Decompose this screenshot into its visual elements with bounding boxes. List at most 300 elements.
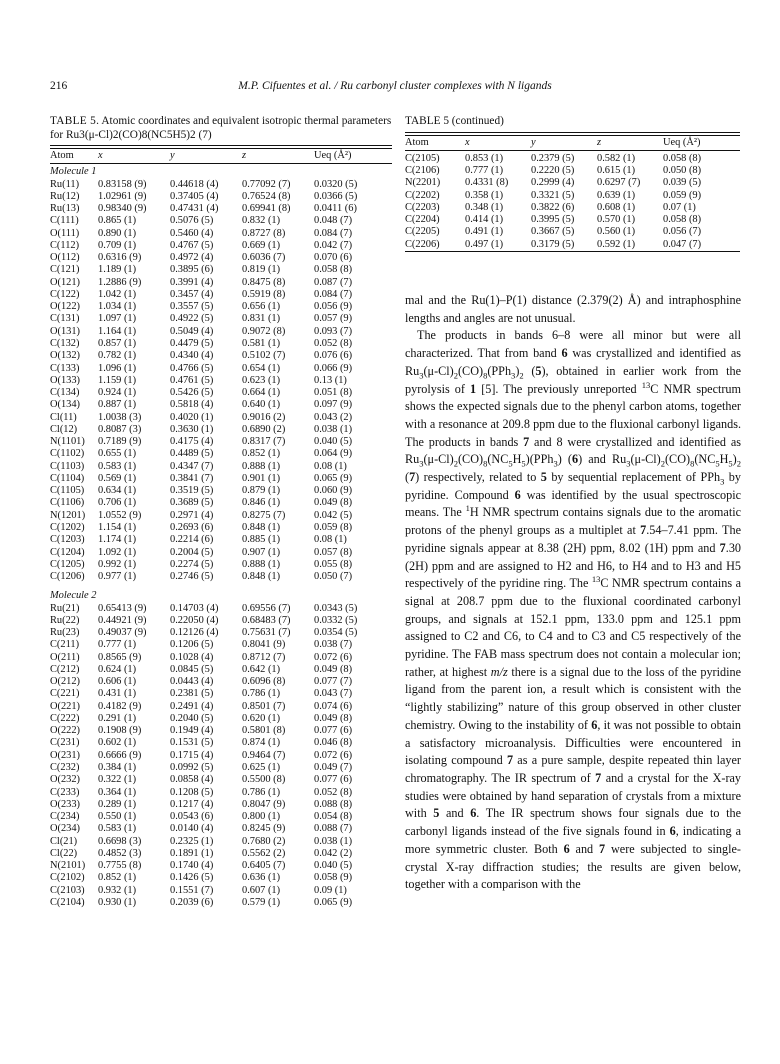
table-cell: C(2102) xyxy=(50,872,85,884)
table-cell: 0.68483 (7) xyxy=(242,614,291,626)
table-cell: 0.060 (9) xyxy=(314,485,353,497)
table-cell: 0.570 (1) xyxy=(597,214,636,226)
table-cell: 0.3321 (5) xyxy=(531,189,575,201)
table-cell: 0.65413 (9) xyxy=(98,602,147,614)
table-cell: Cl(11) xyxy=(50,411,77,423)
table-cell: 0.097 (9) xyxy=(314,399,353,411)
table-cell: C(2206) xyxy=(405,238,440,250)
table-cell: 0.07 (1) xyxy=(663,201,696,213)
table-cell: 0.058 (8) xyxy=(314,264,353,276)
table-cell: 0.5049 (4) xyxy=(170,325,214,337)
molecule-heading-row xyxy=(50,166,392,178)
table-continued-bottom-rule xyxy=(405,251,740,252)
table-cell: O(234) xyxy=(50,823,81,835)
table-cell: O(133) xyxy=(50,374,81,386)
table-cell: Ru(21) xyxy=(50,602,80,614)
table-cell: Cl(21) xyxy=(50,835,78,847)
table-cell: Ru(23) xyxy=(50,627,80,639)
table-cell: 0.581 (1) xyxy=(242,337,281,349)
column-header: y xyxy=(170,150,175,161)
table-row xyxy=(50,737,392,749)
table-cell: 0.3630 (1) xyxy=(170,423,214,435)
table-cell: 0.852 (1) xyxy=(98,872,137,884)
table-cell: 0.072 (6) xyxy=(314,749,353,761)
table-cell: 0.0354 (5) xyxy=(314,627,358,639)
table-cell: 0.831 (1) xyxy=(242,313,281,325)
table-cell: 0.040 (5) xyxy=(314,436,353,448)
table-cell: 0.625 (1) xyxy=(242,762,281,774)
table-cell: 0.052 (8) xyxy=(314,786,353,798)
table-cell: 0.4020 (1) xyxy=(170,411,214,423)
table-cell: C(2103) xyxy=(50,884,85,896)
table-cell: 0.077 (6) xyxy=(314,725,353,737)
table-cell: 1.097 (1) xyxy=(98,313,137,325)
table-cell: C(131) xyxy=(50,313,80,325)
running-title: M.P. Cifuentes et al. / Ru carbonyl cluster complexes with N ligands xyxy=(238,80,552,92)
table-cell: 0.4182 (9) xyxy=(98,700,142,712)
table-cell: 0.076 (6) xyxy=(314,350,353,362)
table-cell: C(112) xyxy=(50,239,80,251)
table-cell: O(132) xyxy=(50,350,81,362)
table-cell: C(234) xyxy=(50,811,80,823)
table-cell: 0.592 (1) xyxy=(597,238,636,250)
table-cell: 0.2220 (5) xyxy=(531,165,575,177)
table-cell: 0.636 (1) xyxy=(242,872,281,884)
table-cell: 0.8475 (8) xyxy=(242,276,286,288)
table-cell: 0.043 (2) xyxy=(314,411,353,423)
table-cell: 0.1531 (5) xyxy=(170,737,214,749)
table-cell: 0.040 (5) xyxy=(314,860,353,872)
table-row xyxy=(50,387,392,399)
table-cell: 1.154 (1) xyxy=(98,521,137,533)
table-cell: 0.634 (1) xyxy=(98,485,137,497)
table-cell: 0.706 (1) xyxy=(98,497,137,509)
table-cell: 0.865 (1) xyxy=(98,215,137,227)
table-cell: 0.074 (6) xyxy=(314,700,353,712)
table-cell: 1.159 (1) xyxy=(98,374,137,386)
table-cell: 0.0411 (6) xyxy=(314,203,357,215)
table-cell: 0.6096 (8) xyxy=(242,676,286,688)
table-cell: C(233) xyxy=(50,786,80,798)
table-cell: 0.885 (1) xyxy=(242,534,281,546)
table-cell: 1.02961 (9) xyxy=(98,190,147,202)
table-cell: N(2201) xyxy=(405,177,441,189)
page-number: 216 xyxy=(50,80,68,92)
table-cell: 0.049 (8) xyxy=(314,663,353,675)
table-cell: 0.819 (1) xyxy=(242,264,281,276)
table-row xyxy=(50,228,392,240)
column-header: Ueq (Å²) xyxy=(663,136,701,148)
table-cell: 0.057 (8) xyxy=(314,546,353,558)
table-cell: 0.077 (6) xyxy=(314,774,353,786)
table-row xyxy=(50,848,392,860)
table-cell: 0.5426 (5) xyxy=(170,387,214,399)
table-cell: 1.0552 (9) xyxy=(98,509,142,521)
table-cell: 0.44921 (9) xyxy=(98,614,147,626)
table-header-row xyxy=(405,136,740,151)
column-header: Atom xyxy=(50,150,74,161)
table-cell: 0.084 (7) xyxy=(314,227,353,239)
table-cell: 0.2039 (6) xyxy=(170,896,214,908)
table-row xyxy=(50,412,392,424)
table-cell: 0.3822 (6) xyxy=(531,201,575,213)
table-cell: 0.6698 (3) xyxy=(98,835,142,847)
table-cell: 0.0845 (5) xyxy=(170,663,214,675)
table-cell: 0.3179 (5) xyxy=(531,238,575,250)
table-cell: 0.1206 (5) xyxy=(170,639,214,651)
table-cell: 0.087 (7) xyxy=(314,276,353,288)
table-row xyxy=(50,301,392,313)
table-row xyxy=(50,701,392,713)
body-text xyxy=(405,292,741,894)
table-cell: C(1103) xyxy=(50,460,85,472)
table-cell: 1.034 (1) xyxy=(98,301,137,313)
table-cell: 0.049 (8) xyxy=(314,712,353,724)
table-cell: 0.654 (1) xyxy=(242,362,281,374)
table-cell: 0.8712 (7) xyxy=(242,651,286,663)
table5-continued-block xyxy=(405,115,740,252)
table-row xyxy=(50,627,392,639)
table-cell: 0.322 (1) xyxy=(98,774,137,786)
column-header: y xyxy=(531,136,536,148)
table-cell: 0.5076 (5) xyxy=(170,215,214,227)
table-cell: 0.848 (1) xyxy=(242,521,281,533)
table-row xyxy=(405,153,740,165)
table-row xyxy=(50,461,392,473)
table-cell: 0.291 (1) xyxy=(98,712,137,724)
table-cell: 0.1426 (5) xyxy=(170,872,214,884)
table-row xyxy=(50,664,392,676)
table-row xyxy=(405,190,740,202)
paragraph: The products in bands 6–8 were all minor but were all characterized. That from band 6 was crystallized and identified as $Ru_3(\mu-Cl)_2(CO)_8(PPh_3)_2$ (5), obtained in earlier work from the pyrolysis of 1 [5]. The previously unreported $^{13}$C NMR spectrum shows the expected signals due to the phenyl carbon atoms, together with a resonance at 209.8 ppm due to the fluxional carbonyl ligands. The products in bands 7 and 8 were crystallized and identified as $Ru_3(\mu-Cl)_2(CO)_8(NC_5H_5)(PPh_3)$ (6) and $Ru_3(\mu-Cl)_2(CO)_8(NC_5H_5)_2$ (7) respectively, related to 5 by sequential replacement of PPh$_3$ by pyridine. Compound 6 was identified by the usual spectroscopic means. The $^1$H NMR spectrum contains signals due to the aromatic protons of the phenyl groups as a multiplet at 7.54–7.41 ppm. The pyridine signals appear at 8.38 (2H) ppm, 8.02 (1H) ppm and 7.30 (2H) ppm and are assigned to H2 and H6, to H4 and to H3 and H5 respectively of the pyridine ring. The $^{13}$C NMR spectrum contains a signal at 208.7 ppm due to the fluxional coordinated carbonyl groups, and signals at 152.1 ppm, 133.0 ppm and 125.1 ppm assigned to C2 and C6, to C4 and to C3 and C5 respectively of the pyridine. The FAB mass spectrum does not contain a molecular ion; rather, at highest m/z there is a signal due to the loss of the pyridine ligand from the parent ion, a result which is consistent with the “lightly stabilizing” nature of this group observed in other cluster chemistry. Owing to the instability of 6, it was not possible to obtain a satisfactory microanalysis. Difficulties were encountered in isolating compound 7 as a pure sample, despite repeated thin layer chromatography. The IR spectrum of 7 and a crystal for the X-ray studies were obtained by hand separation of crystals from a mixture with 5 and 6. The IR spectrum shows four signals due to the carbonyl ligands instead of the five signals found in 6, indicating a more symmetric cluster. Both 6 and 7 were subjected to single-crystal X-ray diffraction studies; the results are given below, together with a comparison with the xyxy=(405,328,742,892)
column-header: Ueq (Å²) xyxy=(314,150,352,161)
table-row xyxy=(50,860,392,872)
table-cell: 0.656 (1) xyxy=(242,301,281,313)
table-cell: 0.066 (9) xyxy=(314,362,353,374)
table-cell: 0.4972 (4) xyxy=(170,252,214,264)
table-cell: 0.064 (9) xyxy=(314,448,353,460)
table-cell: 0.5500 (8) xyxy=(242,774,286,786)
table-cell: 0.9016 (2) xyxy=(242,411,286,423)
table-row xyxy=(50,571,392,583)
table-cell: 0.852 (1) xyxy=(242,448,281,460)
table-row xyxy=(50,547,392,559)
table-row xyxy=(50,399,392,411)
table-row xyxy=(50,652,392,664)
table-cell: C(1203) xyxy=(50,534,85,546)
table-row xyxy=(50,522,392,534)
table-row xyxy=(50,424,392,436)
table-cell: 0.607 (1) xyxy=(242,884,281,896)
table-cell: 0.3557 (5) xyxy=(170,301,214,313)
table-row xyxy=(50,326,392,338)
table-cell: 0.560 (1) xyxy=(597,226,636,238)
table-cell: 0.070 (6) xyxy=(314,252,353,264)
table-cell: 1.042 (1) xyxy=(98,288,137,300)
table-cell: 0.7755 (8) xyxy=(98,860,142,872)
table-cell: 0.44618 (4) xyxy=(170,178,219,190)
table-cell: 0.08 (1) xyxy=(314,534,347,546)
table-cell: 0.846 (1) xyxy=(242,497,281,509)
table-cell: 0.37405 (4) xyxy=(170,190,219,202)
table-cell: 0.624 (1) xyxy=(98,663,137,675)
table-cell: 0.8501 (7) xyxy=(242,700,286,712)
table-cell: 0.890 (1) xyxy=(98,227,137,239)
table-cell: 0.777 (1) xyxy=(98,639,137,651)
table-row xyxy=(50,277,392,289)
table-cell: 0.888 (1) xyxy=(242,558,281,570)
table-cell: 0.497 (1) xyxy=(465,238,504,250)
table-cell: 0.08 (1) xyxy=(314,460,347,472)
table-cell: 0.8565 (9) xyxy=(98,651,142,663)
table-row xyxy=(50,559,392,571)
table-cell: 0.623 (1) xyxy=(242,374,281,386)
table-cell: 0.358 (1) xyxy=(465,189,504,201)
column-header: z xyxy=(242,150,247,161)
table-cell: 0.4347 (7) xyxy=(170,460,214,472)
table-cell: 0.2004 (5) xyxy=(170,546,214,558)
table-cell: 0.4340 (4) xyxy=(170,350,214,362)
table-cell: 0.059 (9) xyxy=(663,189,702,201)
table-cell: C(134) xyxy=(50,387,80,399)
table-cell: C(132) xyxy=(50,337,80,349)
table-cell: 0.83158 (9) xyxy=(98,178,147,190)
table-cell: 0.550 (1) xyxy=(98,811,137,823)
table-cell: 0.039 (5) xyxy=(663,177,702,189)
table-row xyxy=(405,226,740,238)
table-cell: 0.639 (1) xyxy=(597,189,636,201)
table-cell: C(1206) xyxy=(50,571,85,583)
table-row xyxy=(50,823,392,835)
table-cell: 0.8047 (9) xyxy=(242,798,286,810)
table5-continued-caption: TABLE 5 (continued) xyxy=(405,115,504,127)
table-cell: 0.6316 (9) xyxy=(98,252,142,264)
table-cell: 0.431 (1) xyxy=(98,688,137,700)
table-cell: 0.579 (1) xyxy=(242,896,281,908)
table-cell: 0.848 (1) xyxy=(242,571,281,583)
table-cell: 0.2325 (1) xyxy=(170,835,214,847)
table-cell: 0.12126 (4) xyxy=(170,627,219,639)
table-cell: 0.3995 (5) xyxy=(531,214,575,226)
table-cell: C(1204) xyxy=(50,546,85,558)
table-cell: C(2105) xyxy=(405,152,440,164)
table-row xyxy=(50,473,392,485)
table-cell: 0.569 (1) xyxy=(98,472,137,484)
table-row xyxy=(50,436,392,448)
table-cell: 1.174 (1) xyxy=(98,534,137,546)
table-cell: 0.2379 (5) xyxy=(531,152,575,164)
table-cell: 0.043 (7) xyxy=(314,688,353,700)
table-cell: O(134) xyxy=(50,399,81,411)
table-cell: 0.2274 (5) xyxy=(170,558,214,570)
table-cell: 1.2886 (9) xyxy=(98,276,142,288)
table-cell: 0.888 (1) xyxy=(242,460,281,472)
table-cell: 0.642 (1) xyxy=(242,663,281,675)
table-cell: 0.664 (1) xyxy=(242,387,281,399)
table-row xyxy=(50,350,392,362)
table-cell: Cl(12) xyxy=(50,423,78,435)
table-row xyxy=(50,872,392,884)
table-cell: 0.874 (1) xyxy=(242,737,281,749)
table-row xyxy=(50,215,392,227)
table-row xyxy=(50,313,392,325)
table-cell: 0.887 (1) xyxy=(98,399,137,411)
table-cell: 0.832 (1) xyxy=(242,215,281,227)
table-cell: 0.6297 (7) xyxy=(597,177,641,189)
table-cell: 0.6405 (7) xyxy=(242,860,286,872)
table-cell: O(232) xyxy=(50,774,81,786)
table-cell: 0.3457 (4) xyxy=(170,288,214,300)
table-cell: 0.414 (1) xyxy=(465,214,504,226)
table-cell: O(233) xyxy=(50,798,81,810)
table-cell: 0.048 (7) xyxy=(314,215,353,227)
table-cell: C(2106) xyxy=(405,165,440,177)
table-cell: 0.7680 (2) xyxy=(242,835,286,847)
table-cell: 0.088 (8) xyxy=(314,798,353,810)
table-row xyxy=(405,239,740,251)
table-cell: C(232) xyxy=(50,762,80,774)
table-row xyxy=(50,897,392,909)
table-cell: C(1205) xyxy=(50,558,85,570)
table-cell: Ru(12) xyxy=(50,190,80,202)
table-cell: N(1201) xyxy=(50,509,86,521)
table-cell: 0.4922 (5) xyxy=(170,313,214,325)
table-cell: 0.09 (1) xyxy=(314,884,347,896)
table-cell: 0.669 (1) xyxy=(242,239,281,251)
table-row xyxy=(50,836,392,848)
table-cell: O(222) xyxy=(50,725,81,737)
table-cell: O(221) xyxy=(50,700,81,712)
table-cell: C(212) xyxy=(50,663,80,675)
table-cell: 0.065 (9) xyxy=(314,896,353,908)
table-cell: 0.0140 (4) xyxy=(170,823,214,835)
table-cell: 0.5562 (2) xyxy=(242,847,286,859)
table-cell: 0.2214 (6) xyxy=(170,534,214,546)
column-header: x xyxy=(98,150,103,161)
table-cell: 0.058 (9) xyxy=(314,872,353,884)
table-cell: 0.608 (1) xyxy=(597,201,636,213)
molecule-heading-row xyxy=(50,583,392,602)
table-row xyxy=(50,448,392,460)
table-cell: 0.992 (1) xyxy=(98,558,137,570)
table-cell: 0.655 (1) xyxy=(98,448,137,460)
table-cell: 0.050 (8) xyxy=(663,165,702,177)
table-cell: C(231) xyxy=(50,737,80,749)
table-cell: 0.1028 (4) xyxy=(170,651,214,663)
molecule-heading: Molecule 1 xyxy=(50,166,97,178)
table-cell: 0.1551 (7) xyxy=(170,884,214,896)
table-row xyxy=(50,713,392,725)
table-cell: C(2205) xyxy=(405,226,440,238)
table-row xyxy=(50,787,392,799)
table-row xyxy=(50,639,392,651)
table-cell: 0.22050 (4) xyxy=(170,614,219,626)
table-cell: 0.8275 (7) xyxy=(242,509,286,521)
table-cell: 0.602 (1) xyxy=(98,737,137,749)
table-cell: 0.5460 (4) xyxy=(170,227,214,239)
table-cell: 0.4489 (5) xyxy=(170,448,214,460)
table-cell: 0.088 (7) xyxy=(314,823,353,835)
table-cell: 0.853 (1) xyxy=(465,152,504,164)
table-cell: 0.384 (1) xyxy=(98,762,137,774)
table-cell: O(231) xyxy=(50,749,81,761)
table-cell: C(1104) xyxy=(50,472,85,484)
table-cell: 0.042 (2) xyxy=(314,847,353,859)
table-cell: O(212) xyxy=(50,676,81,688)
table-cell: 0.348 (1) xyxy=(465,201,504,213)
table-cell: 0.0858 (4) xyxy=(170,774,214,786)
table-cell: 0.7189 (9) xyxy=(98,436,142,448)
table-cell: 1.096 (1) xyxy=(98,362,137,374)
table-cell: Ru(22) xyxy=(50,614,80,626)
table-cell: 0.1949 (4) xyxy=(170,725,214,737)
table-cell: 0.4479 (5) xyxy=(170,337,214,349)
table-cell: 0.69941 (8) xyxy=(242,203,291,215)
table-cell: 0.057 (9) xyxy=(314,313,353,325)
table-cell: C(211) xyxy=(50,639,80,651)
table-cell: 0.901 (1) xyxy=(242,472,281,484)
table-cell: C(2204) xyxy=(405,214,440,226)
table-cell: 0.4852 (3) xyxy=(98,847,142,859)
table-row xyxy=(50,885,392,897)
table-cell: 0.907 (1) xyxy=(242,546,281,558)
table-cell: 0.6666 (9) xyxy=(98,749,142,761)
column-header: Atom xyxy=(405,136,429,148)
table-cell: 0.4767 (5) xyxy=(170,239,214,251)
table-cell: 0.3667 (5) xyxy=(531,226,575,238)
table-cell: C(2104) xyxy=(50,896,85,908)
table-cell: 0.583 (1) xyxy=(98,823,137,835)
table-cell: 0.042 (5) xyxy=(314,509,353,521)
table-row xyxy=(50,264,392,276)
table-cell: 0.14703 (4) xyxy=(170,602,219,614)
table-row xyxy=(50,240,392,252)
table-row xyxy=(405,177,740,189)
table-cell: 0.0992 (5) xyxy=(170,762,214,774)
table-cell: 0.5801 (8) xyxy=(242,725,286,737)
table-cell: 0.924 (1) xyxy=(98,387,137,399)
table-cell: Cl(22) xyxy=(50,847,78,859)
table-row xyxy=(50,676,392,688)
table-cell: O(122) xyxy=(50,301,81,313)
table-cell: 0.3519 (5) xyxy=(170,485,214,497)
table-cell: 0.056 (7) xyxy=(663,226,702,238)
table-cell: 0.084 (7) xyxy=(314,288,353,300)
table5-caption-label: TABLE 5. xyxy=(50,115,100,127)
table-cell: 0.8041 (9) xyxy=(242,639,286,651)
table-cell: 0.640 (1) xyxy=(242,399,281,411)
table-row xyxy=(50,688,392,700)
table-cell: 0.038 (7) xyxy=(314,639,353,651)
table-cell: 0.093 (7) xyxy=(314,325,353,337)
table-cell: 0.786 (1) xyxy=(242,786,281,798)
table-row xyxy=(405,214,740,226)
table-row xyxy=(50,615,392,627)
table-cell: 0.050 (7) xyxy=(314,571,353,583)
table-cell: 0.055 (8) xyxy=(314,558,353,570)
table-cell: 0.857 (1) xyxy=(98,337,137,349)
table-cell: 0.077 (7) xyxy=(314,676,353,688)
table-cell: 0.065 (9) xyxy=(314,472,353,484)
table-row xyxy=(50,252,392,264)
table-cell: N(2101) xyxy=(50,860,86,872)
table5-caption xyxy=(50,115,392,142)
table-row xyxy=(405,165,740,177)
table-cell: 0.0543 (6) xyxy=(170,811,214,823)
table-cell: 0.051 (8) xyxy=(314,387,353,399)
table-cell: 0.13 (1) xyxy=(314,374,347,386)
table-cell: 0.0443 (4) xyxy=(170,676,214,688)
